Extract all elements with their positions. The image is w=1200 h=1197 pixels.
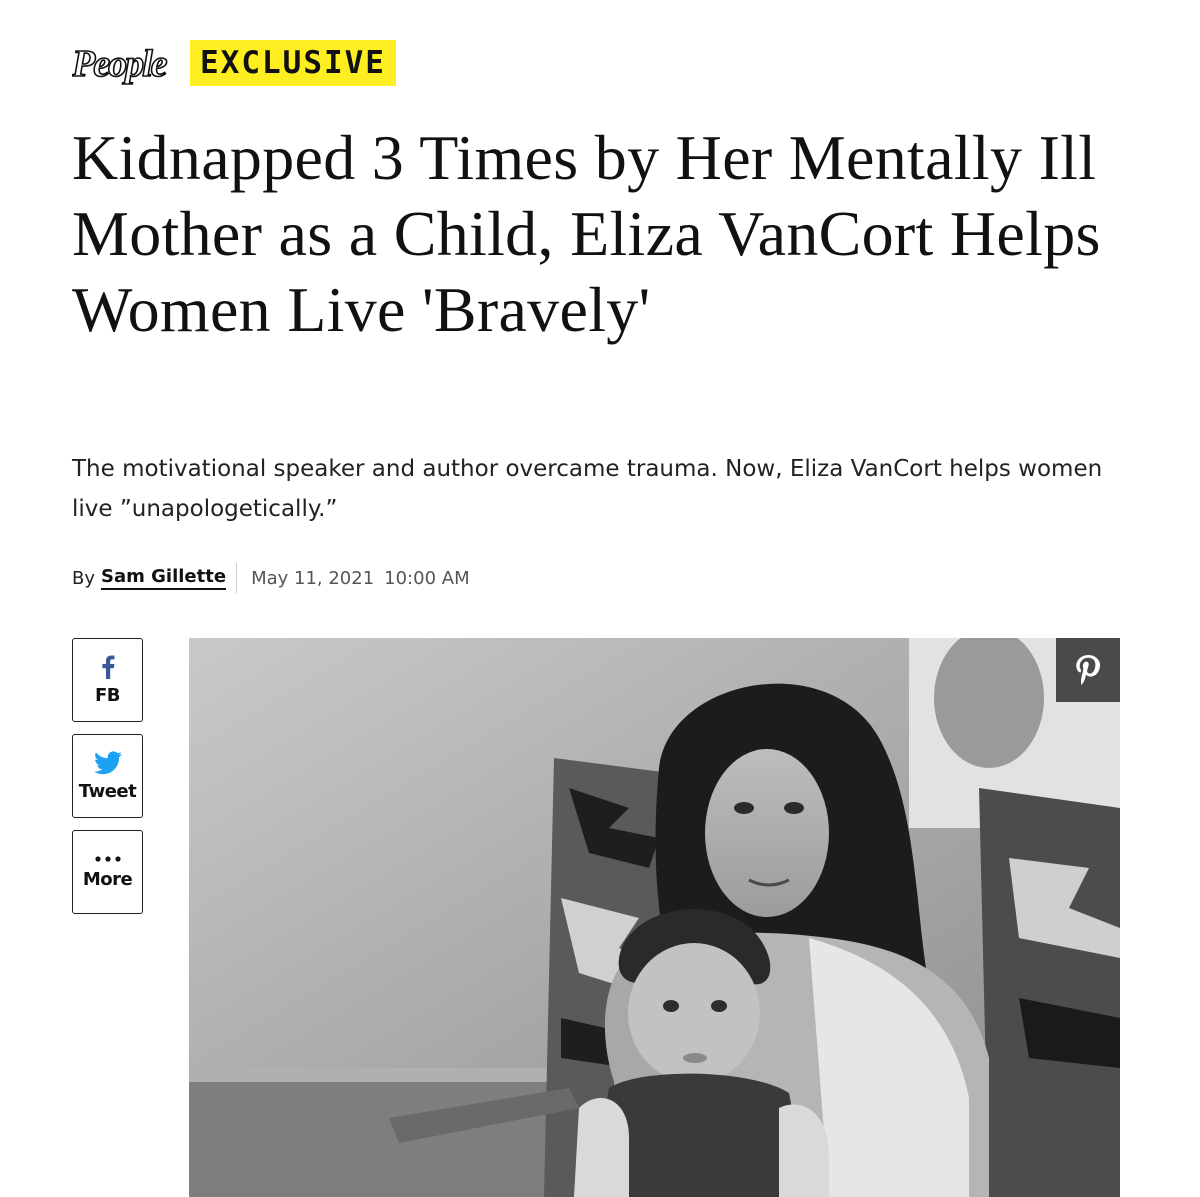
pinterest-icon — [1076, 655, 1100, 685]
hero-photo — [189, 638, 1120, 1197]
byline — [72, 562, 470, 594]
svg-text:People: People — [72, 43, 166, 85]
more-icon — [94, 855, 122, 863]
publish-date: May 11, 2021 — [251, 567, 375, 589]
publish-time: 10:00 AM — [384, 567, 470, 589]
byline-divider — [236, 563, 237, 593]
byline-prefix: By — [72, 567, 96, 589]
author-link[interactable]: Sam Gillette — [101, 566, 226, 590]
share-label-more: More — [82, 868, 133, 890]
twitter-icon — [94, 751, 122, 775]
social-share-column — [72, 638, 143, 926]
share-label-tweet: Tweet — [78, 780, 137, 802]
article-subheading: The motivational speaker and author overcame trauma. Now, Eliza VanCort helps women live ”unapologetically.” — [72, 456, 1103, 522]
people-logo[interactable] — [72, 40, 184, 86]
twitter-share-button[interactable] — [72, 734, 143, 818]
brand-row — [72, 40, 396, 86]
facebook-share-button[interactable] — [72, 638, 143, 722]
article-headline: Kidnapped 3 Times by Her Mentally Ill Mother as a Child, Eliza VanCort Helps Women Live 'Bravely' — [72, 122, 1101, 345]
more-share-button[interactable] — [72, 830, 143, 914]
pinterest-button[interactable] — [1056, 638, 1120, 702]
facebook-icon — [101, 655, 115, 679]
exclusive-badge: EXCLUSIVE — [190, 40, 396, 86]
share-label-fb: FB — [94, 684, 120, 706]
mother-child-photo — [189, 638, 1120, 1197]
